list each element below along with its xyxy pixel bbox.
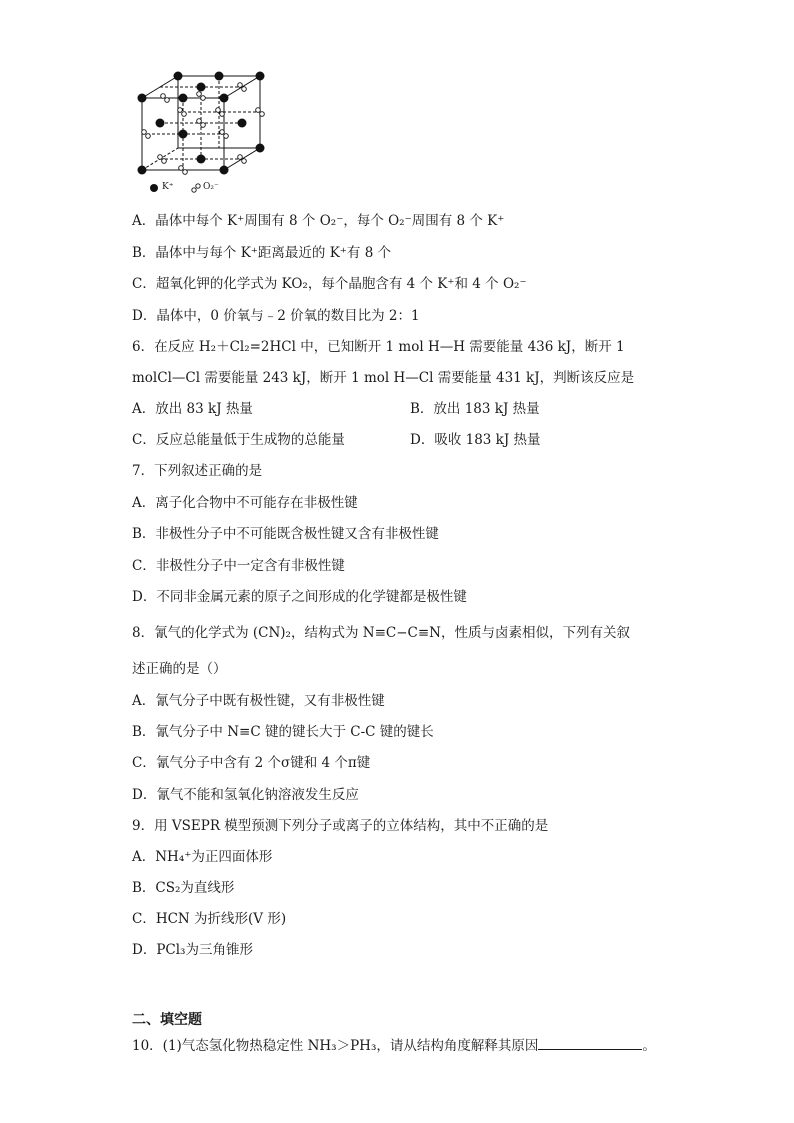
q9-option-c: C．HCN 为折线形(V 形) <box>132 911 287 927</box>
q5-option-d: D．晶体中，0 价氧与﹣2 价氧的数目比为 2：1 <box>132 308 420 324</box>
q7-option-c: C．非极性分子中一定含有非极性键 <box>132 558 345 574</box>
q10-stem-text: 10．(1)气态氢化物热稳定性 NH₃＞PH₃，请从结构角度解释其原因 <box>132 1038 539 1054</box>
q6-option-c: C．反应总能量低于生成物的总能量 <box>132 432 345 448</box>
q8-option-d: D．氰气不能和氢氧化钠溶液发生反应 <box>132 787 359 803</box>
q8-option-b: B．氰气分子中 N≡C 键的键长大于 C-C 键的键长 <box>132 724 434 740</box>
q6-option-b: B．放出 183 kJ 热量 <box>410 401 540 417</box>
q6-option-a: A．放出 83 kJ 热量 <box>132 401 253 417</box>
q9-stem: 9．用 VSEPR 模型预测下列分子或离子的立体结构，其中不正确的是 <box>132 818 549 834</box>
crystal-lattice-figure <box>132 66 272 196</box>
q7-option-d: D．不同非金属元素的原子之间形成的化学键都是极性键 <box>132 589 467 605</box>
q5-option-b: B．晶体中与每个 K⁺距离最近的 K⁺有 8 个 <box>132 245 392 261</box>
q8-option-c: C．氰气分子中含有 2 个σ键和 4 个π键 <box>132 755 371 771</box>
q8-stem-line2: 述正确的是（） <box>132 661 227 677</box>
q6-stem-line1: 6．在反应 H₂＋Cl₂=2HCl 中，已知断开 1 mol H—H 需要能量 436 kJ，断开 1 <box>132 339 625 355</box>
q6-option-d: D．吸收 183 kJ 热量 <box>410 432 541 448</box>
q8-stem-line1: 8．氰气的化学式为 (CN)₂，结构式为 N≡C−C≡N，性质与卤素相似，下列有关叙 <box>132 625 630 641</box>
q6-stem-line2: molCl—Cl 需要能量 243 kJ，断开 1 mol H—Cl 需要能量 431 kJ，判断该反应是 <box>132 370 635 386</box>
q9-option-a: A．NH₄⁺为正四面体形 <box>132 849 273 865</box>
q10-stem <box>132 1035 656 1055</box>
legend-o2-label: O₂⁻ <box>203 182 219 192</box>
q9-option-b: B．CS₂为直线形 <box>132 880 235 896</box>
q7-option-a: A．离子化合物中不可能存在非极性键 <box>132 495 358 511</box>
q7-stem: 7．下列叙述正确的是 <box>132 463 263 479</box>
q8-option-a: A．氰气分子中既有极性键，又有非极性键 <box>132 693 385 709</box>
q10-answer-blank[interactable] <box>538 1035 642 1050</box>
q9-option-d: D．PCl₃为三角锥形 <box>132 942 253 958</box>
q5-option-a: A．晶体中每个 K⁺周围有 8 个 O₂⁻，每个 O₂⁻周围有 8 个 K⁺ <box>132 213 505 229</box>
section-title-fill-in: 二、填空题 <box>132 1012 202 1028</box>
q7-option-b: B．非极性分子中不可能既含极性键又含有非极性键 <box>132 526 439 542</box>
ko2-unit-cell-diagram <box>132 66 272 196</box>
q10-stem-end: 。 <box>642 1038 656 1054</box>
legend-k-label: K⁺ <box>162 182 174 192</box>
q5-option-c: C．超氧化钾的化学式为 KO₂，每个晶胞含有 4 个 K⁺和 4 个 O₂⁻ <box>132 276 527 292</box>
